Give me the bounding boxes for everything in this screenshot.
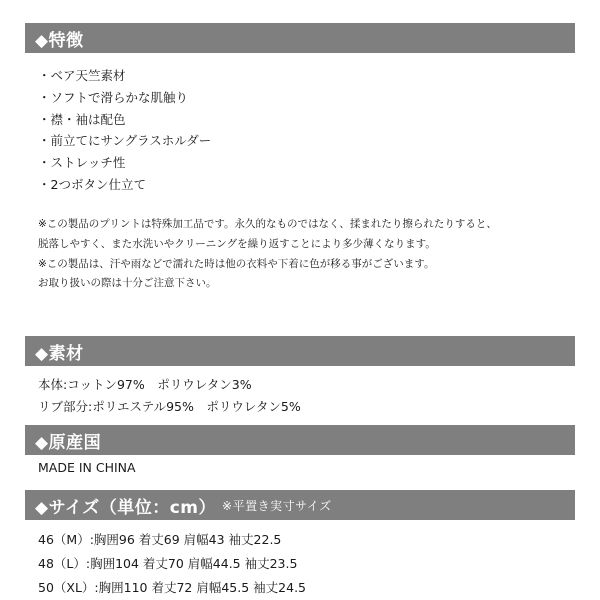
size-note: ※平置き実寸サイズ xyxy=(222,498,332,513)
material-header xyxy=(25,336,575,366)
size-row: 46（M）:胸囲96 着丈69 肩幅43 袖丈22.5 xyxy=(38,532,282,547)
origin-header xyxy=(25,425,575,455)
care-note: お取り扱いの際は十分ご注意下さい。 xyxy=(38,277,217,289)
feature-item: ・前立てにサングラスホルダー xyxy=(38,133,212,148)
origin-title: ◆原産国 xyxy=(35,432,102,453)
material-line: リブ部分:ポリエステル95% ポリウレタン5% xyxy=(38,399,301,414)
material-line: 本体:コットン97% ポリウレタン3% xyxy=(38,377,252,392)
origin-value: MADE IN CHINA xyxy=(38,460,136,475)
feature-item: ・2つボタン仕立て xyxy=(38,177,146,192)
size-title: ◆サイズ（単位：cm） xyxy=(35,497,217,518)
size-row: 48（L）:胸囲104 着丈70 肩幅44.5 袖丈23.5 xyxy=(38,556,298,571)
care-note: ※この製品は、汗や雨などで濡れた時は他の衣料や下着に色が移る事がございます。 xyxy=(38,258,435,270)
size-row: 50（XL）:胸囲110 着丈72 肩幅45.5 袖丈24.5 xyxy=(38,580,306,595)
features-title: ◆特徴 xyxy=(35,30,84,51)
feature-item: ・ベア天竺素材 xyxy=(38,68,126,83)
feature-item: ・ソフトで滑らかな肌触り xyxy=(38,90,189,105)
features-header xyxy=(25,23,575,53)
feature-item: ・襟・袖は配色 xyxy=(38,112,126,127)
care-note: 脱落しやすく、また水洗いやクリーニングを繰り返すことにより多少薄くなります。 xyxy=(38,238,436,250)
size-header xyxy=(25,490,575,520)
material-title: ◆素材 xyxy=(35,343,84,364)
feature-item: ・ストレッチ性 xyxy=(38,155,126,170)
care-note: ※この製品のプリントは特殊加工品です。永久的なものではなく、揉まれたり擦られたりすると、 xyxy=(38,218,497,230)
